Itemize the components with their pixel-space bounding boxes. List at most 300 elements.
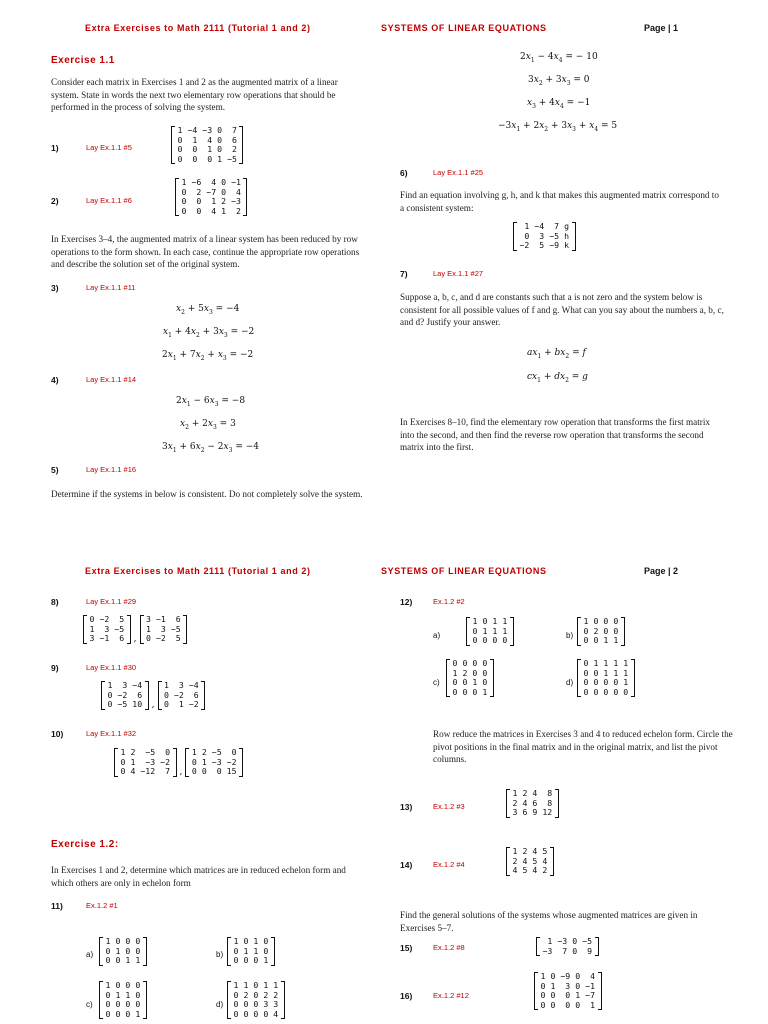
matrix-entry: 0: [231, 747, 237, 757]
matrix-table: [538, 972, 598, 1010]
matrix-brackets: [506, 789, 559, 818]
matrix-entry: 0: [192, 153, 198, 164]
problem-number: 10): [51, 729, 64, 739]
matrix-entry: 6: [175, 614, 181, 624]
matrix-entry: 2: [522, 788, 528, 798]
matrix-entry: −1: [585, 980, 596, 991]
matrix: [99, 937, 147, 971]
matrix-entry: −1: [231, 177, 241, 187]
equation: $x_2 + 5x_3 = -4$: [176, 304, 240, 316]
matrix-table: [189, 748, 239, 777]
matrix-entry: 0: [575, 999, 581, 1010]
problem-ref: Lay Ex.1.1 #6: [86, 196, 132, 205]
matrix-entry: 0: [115, 955, 121, 965]
matrix-entry: 0: [135, 999, 141, 1009]
matrix-entry: 1: [575, 990, 581, 1000]
matrix-entry: 0: [253, 1008, 259, 1019]
matrix-entry: 0: [196, 196, 202, 206]
problem-number: 12): [400, 597, 413, 607]
matrix-table: [581, 617, 621, 646]
matrix-entry: 4: [211, 205, 217, 216]
matrix-entry: 12: [542, 807, 553, 817]
matrix-entry: 4: [273, 1008, 279, 1019]
problem-number: 13): [400, 802, 413, 812]
equation: $x_1 + 4x_2 + 3x_3 = -2$: [163, 327, 255, 339]
matrix-entry: g: [564, 221, 570, 231]
matrix-entry: 3: [89, 633, 95, 643]
matrix-table: [105, 681, 145, 710]
matrix-entry: 3: [512, 807, 518, 817]
matrix-brackets: [185, 748, 243, 777]
matrix-entry: 2: [221, 196, 227, 206]
matrix-entry: 6: [522, 807, 528, 817]
exercise-intro: Consider each matrix in Exercises 1 and 2 as the augmented matrix of a linear system. State in words the next two elementary row operations that should be performed in the process of solving the system.: [51, 77, 338, 112]
matrix-entry: 5: [119, 614, 125, 624]
matrix: [466, 617, 514, 651]
matrix-entry: 3: [104, 623, 110, 634]
problem-ref: Ex.1.2 #8: [433, 943, 465, 952]
matrix-entry: 0: [243, 1008, 249, 1019]
matrix-entry: 0: [196, 205, 202, 216]
matrix-brackets: [534, 972, 602, 1010]
header-topic: SYSTEMS OF LINEAR EQUATIONS: [381, 23, 547, 33]
matrix-entry: 1: [623, 677, 629, 687]
problem-number: 15): [400, 943, 413, 953]
matrix-entry: 1: [233, 936, 239, 946]
matrix-entry: 3: [160, 623, 166, 634]
matrix-entry: 1: [253, 936, 259, 946]
exercise-instructions: Row reduce the matrices in Exercises 3 and 4 to reduced echelon form. Circle the pivot positions in the final matrix and in the original matrix, and list the pivot columns.: [433, 729, 733, 764]
matrix-entry: 0: [253, 955, 259, 965]
matrix-entry: 0: [593, 635, 599, 645]
problem-ref: Ex.1.2 #4: [433, 860, 465, 869]
matrix-entry: 1: [243, 980, 249, 990]
matrix: [446, 659, 494, 702]
matrix-entry: 0: [540, 999, 546, 1010]
matrix-entry: −3: [202, 125, 213, 135]
matrix-table: [103, 981, 143, 1019]
matrix-entry: 1: [512, 788, 518, 798]
problem-ref: Ex.1.2 #3: [433, 802, 465, 811]
matrix-entry: −5: [227, 153, 237, 164]
matrix-brackets: [175, 178, 247, 216]
header-title: Extra Exercises to Math 2111 (Tutorial 1 and 2): [85, 566, 311, 576]
matrix-entry: 2: [462, 667, 468, 678]
matrix-entry: 0: [181, 196, 187, 206]
matrix-entry: 0: [201, 766, 207, 776]
problem-number: 5): [51, 465, 59, 475]
matrix-entry: −12: [140, 766, 156, 776]
matrix-entry: 2: [201, 747, 207, 757]
matrix-entry: 6: [193, 689, 199, 700]
matrix-entry: 4: [542, 855, 548, 866]
matrix-entry: 0: [263, 945, 269, 956]
problem-number: 1): [51, 143, 59, 153]
matrix-entry: 0: [482, 635, 488, 645]
matrix-entry: 0: [125, 1008, 131, 1019]
matrix-entry: 1: [590, 999, 596, 1010]
matrix-entry: 5: [539, 240, 545, 250]
matrix-table: [581, 659, 631, 697]
matrix-entry: 0: [583, 686, 589, 697]
matrix-entry: 0: [472, 658, 478, 668]
matrix-entry: 2: [512, 855, 518, 866]
matrix-entry: 1: [613, 667, 619, 678]
matrix-entry: −4: [188, 680, 199, 690]
matrix-entry: 3: [263, 999, 269, 1009]
matrix-entry: 0: [550, 971, 556, 981]
matrix-entry: −1: [99, 633, 110, 643]
matrix-entry: 1: [120, 747, 126, 757]
matrix-entry: 0: [221, 177, 227, 187]
matrix-entry: 0: [253, 980, 259, 990]
matrix-entry: 0: [177, 153, 183, 164]
matrix-entry: 1: [603, 658, 609, 668]
problem-ref: Lay Ex.1.1 #5: [86, 143, 132, 152]
matrix-table: [162, 681, 202, 710]
equation: $cx_1 + dx_2 = g$: [527, 372, 588, 384]
matrix-entry: 0: [613, 625, 619, 636]
matrix-entry: −5: [549, 230, 560, 241]
matrix-entry: 1: [105, 980, 111, 990]
matrix-entry: 7: [165, 766, 171, 776]
equation: $2x_1 - 4x_4$ = − 10: [520, 52, 598, 64]
matrix-entry: 0: [540, 980, 546, 991]
header-topic: SYSTEMS OF LINEAR EQUATIONS: [381, 566, 547, 576]
matrix-entry: 0: [550, 990, 556, 1000]
matrix-entry: 3: [146, 614, 151, 624]
matrix-entry: 1: [482, 686, 488, 697]
matrix-entry: 0: [135, 945, 141, 956]
matrix-entry: 1: [583, 616, 589, 626]
problem-number: 3): [51, 283, 59, 293]
matrix-entry: 1: [191, 747, 197, 757]
matrix-entry: 1: [603, 667, 609, 678]
matrix-entry: 0: [177, 144, 183, 154]
problem-number: 7): [400, 269, 408, 279]
matrix-entry: 0: [120, 766, 126, 776]
matrix-entry: 6: [137, 689, 143, 700]
matrix-table: [179, 178, 243, 216]
matrix-entry: −5: [145, 747, 156, 757]
matrix-entry: 1: [263, 980, 269, 990]
matrix-entry: 0: [572, 945, 578, 956]
item-label: b): [566, 631, 574, 640]
matrix-entry: 2: [243, 989, 249, 1000]
matrix-table: [231, 937, 271, 966]
problem-ref: Ex.1.2 #12: [433, 991, 469, 1000]
matrix-entry: −5: [170, 623, 181, 634]
matrix-table: [103, 937, 143, 966]
matrix-brackets: [101, 681, 149, 710]
matrix-brackets: [83, 615, 131, 644]
matrix-entry: 0: [263, 1008, 269, 1019]
problem-ref: Lay Ex.1.1 #27: [433, 269, 484, 278]
matrix-brackets: [506, 847, 554, 876]
matrix-entry: 2: [236, 205, 241, 216]
matrix-entry: 2: [273, 989, 279, 1000]
matrix-table: [144, 615, 184, 644]
matrix-entry: −4: [534, 221, 545, 231]
matrix-table: [517, 222, 572, 251]
matrix-entry: 0: [125, 936, 131, 946]
page-number: Page | 1: [644, 23, 679, 33]
matrix-entry: 0: [472, 625, 478, 636]
matrix-entry: 6: [119, 633, 125, 643]
matrix-entry: 4: [522, 797, 528, 808]
matrix: [171, 126, 243, 169]
matrix-entry: 0: [105, 945, 111, 956]
matrix-entry: 0: [233, 1008, 239, 1019]
matrix-entry: 3: [178, 680, 184, 690]
problem-ref: Lay Ex.1.1 #29: [86, 597, 137, 606]
matrix-table: [87, 615, 127, 644]
matrix-entry: 0: [565, 990, 571, 1000]
matrix-entry: 0: [583, 677, 589, 687]
matrix-entry: 1: [550, 980, 556, 991]
equation: $3x_1 + 6x_2 - 2x_3 = -4$: [162, 442, 259, 454]
matrix-entry: 9: [532, 807, 538, 817]
matrix-entry: 0: [482, 677, 488, 687]
matrix-entry: −2: [117, 689, 128, 700]
matrix-entry: 7: [554, 221, 560, 231]
matrix-entry: 1: [146, 623, 151, 634]
matrix-entry: 0: [221, 186, 227, 197]
matrix: [577, 659, 635, 702]
problem-ref: Ex.1.2 #2: [433, 597, 465, 606]
exercise-title: Exercise 1.1: [51, 55, 115, 66]
matrix-entry: 2: [512, 797, 518, 808]
matrix-table: [510, 847, 550, 876]
matrix-entry: 1: [547, 936, 553, 946]
matrix-table: [540, 937, 595, 956]
matrix-entry: 0: [115, 999, 121, 1009]
matrix-entry: 1: [135, 1008, 141, 1019]
matrix-entry: 4: [532, 865, 538, 875]
matrix-entry: 0: [575, 971, 581, 981]
matrix-entry: 0: [89, 614, 95, 624]
matrix-entry: 0: [593, 677, 599, 687]
problem-ref: Lay Ex.1.1 #16: [86, 465, 137, 474]
matrix-entry: 0: [135, 936, 141, 946]
matrix-entry: k: [564, 240, 570, 250]
matrix-entry: 0: [217, 134, 223, 145]
matrix-entry: −6: [191, 177, 202, 187]
matrix: [506, 847, 554, 881]
matrix-brackets: [140, 615, 188, 644]
problem-number: 4): [51, 375, 59, 385]
matrix-entry: 2: [542, 865, 548, 875]
matrix-entry: 0: [164, 689, 169, 700]
matrix-pair: 1 2 −5 0 0 1 −3 −2 0 4 −12 7 , 1 2 −5 0 0 1 −3 −2 0 0 0 15: [114, 748, 243, 777]
matrix-entry: 1: [125, 989, 131, 1000]
matrix-entry: 5: [522, 865, 528, 875]
matrix-entry: 7: [232, 125, 237, 135]
matrix-entry: 0: [593, 686, 599, 697]
matrix-entry: 1: [253, 945, 259, 956]
matrix-entry: 0: [125, 999, 131, 1009]
matrix: [175, 178, 247, 221]
matrix-entry: h: [564, 230, 570, 241]
matrix-entry: 0: [105, 955, 111, 965]
matrix-entry: 1: [115, 945, 121, 956]
matrix-entry: 1: [211, 196, 217, 206]
matrix-entry: 0: [472, 635, 478, 645]
matrix-entry: 0: [482, 616, 488, 626]
matrix-entry: 4: [512, 865, 518, 875]
matrix-entry: 1: [164, 680, 169, 690]
matrix-entry: 0: [482, 667, 488, 678]
matrix-brackets: [577, 617, 625, 646]
matrix-entry: 0: [575, 980, 581, 991]
matrix-entry: 4: [207, 134, 213, 145]
matrix-entry: 0: [524, 230, 530, 241]
matrix-entry: −5: [582, 936, 593, 946]
matrix-entry: 6: [532, 797, 538, 808]
matrix-entry: 1: [105, 936, 111, 946]
matrix-entry: 0: [462, 658, 468, 668]
matrix-entry: −5: [117, 699, 128, 709]
equation: $x_3 + 4x_4 = -1$: [527, 98, 591, 110]
matrix-entry: 1: [125, 955, 131, 965]
matrix-entry: 4: [211, 177, 217, 187]
item-label: c): [86, 1000, 93, 1009]
matrix-pair: 0 −2 5 1 3 −5 3 −1 6 , 3 −1 6 1 3 −5 0 −2 5: [83, 615, 187, 644]
matrix-pair: 1 3 −4 0 −2 6 0 −5 10 , 1 3 −4 0 −2 6 0 1 −2: [101, 681, 205, 710]
matrix-entry: 0: [593, 616, 599, 626]
equation: $-3x_1 + 2x_2 + 3x_3 + x_4 = 5$: [498, 121, 618, 133]
equation: $2x_1 - 6x_3 = -8$: [176, 396, 246, 408]
problem-text: Find an equation involving g, h, and k that makes this augmented matrix correspond to a consistent system:: [400, 190, 719, 213]
matrix-entry: −3: [211, 756, 222, 767]
matrix-entry: −5: [211, 747, 222, 757]
matrix-entry: 4: [590, 971, 596, 981]
equation: $3x_2 + 3x_3 = 0$: [528, 75, 590, 87]
matrix-entry: 1: [613, 658, 619, 668]
matrix-entry: 1: [217, 153, 223, 164]
problem-ref: Lay Ex.1.1 #30: [86, 663, 137, 672]
matrix-entry: −9: [549, 240, 560, 250]
matrix-table: [470, 617, 510, 646]
matrix-brackets: [446, 659, 494, 697]
matrix-entry: 8: [547, 797, 553, 808]
matrix-entry: 0: [243, 999, 249, 1009]
matrix-entry: 0: [502, 635, 508, 645]
matrix-entry: 1: [524, 221, 530, 231]
matrix-entry: −5: [114, 623, 125, 634]
matrix-entry: 1: [181, 177, 187, 187]
matrix-entry: 9: [587, 945, 593, 956]
equation: $2x_1 + 7x_2 + x_3 = -2$: [162, 350, 254, 362]
matrix-entry: 0: [462, 677, 468, 687]
matrix-entry: 1: [593, 658, 599, 668]
matrix: [536, 937, 599, 961]
matrix-entry: 1: [221, 205, 227, 216]
matrix-brackets: [99, 981, 147, 1019]
matrix: [227, 981, 285, 1024]
matrix-entry: 0: [243, 936, 249, 946]
matrix-entry: −7: [206, 186, 217, 197]
matrix-entry: 0: [135, 989, 141, 1000]
matrix-entry: 0: [565, 999, 571, 1010]
matrix-entry: 1: [502, 616, 508, 626]
matrix-entry: 15: [226, 766, 237, 776]
matrix-entry: 0: [613, 616, 619, 626]
matrix-entry: 0: [613, 677, 619, 687]
matrix-entry: 3: [122, 680, 128, 690]
matrix-table: [510, 789, 555, 818]
matrix-entry: 0: [233, 999, 239, 1009]
matrix-entry: 0: [603, 625, 609, 636]
problem-number: 14): [400, 860, 413, 870]
matrix-entry: 1: [89, 623, 95, 634]
matrix-entry: −3: [231, 196, 241, 206]
item-label: a): [86, 950, 94, 959]
matrix-entry: 0: [135, 980, 141, 990]
item-label: b): [216, 950, 224, 959]
matrix-brackets: [114, 748, 177, 777]
matrix-entry: 0: [452, 686, 458, 697]
matrix-entry: 0: [472, 667, 478, 678]
problem-number: 9): [51, 663, 59, 673]
matrix-entry: 3: [539, 230, 545, 241]
equation: $x_2 + 2x_3 = 3$: [180, 419, 236, 431]
matrix-entry: −2: [519, 240, 530, 250]
matrix-entry: 0: [125, 980, 131, 990]
matrix-entry: 0: [120, 756, 126, 767]
matrix-entry: 1: [130, 756, 136, 767]
matrix-brackets: [171, 126, 243, 164]
matrix-entry: 5: [542, 846, 548, 856]
matrix-entry: 1: [201, 756, 207, 767]
matrix: [577, 617, 625, 651]
page-number: Page | 2: [644, 566, 679, 576]
matrix-entry: 1: [613, 635, 619, 645]
matrix-entry: 2: [130, 747, 136, 757]
matrix-entry: 0: [164, 699, 169, 709]
equation: $ax_1 + bx_2 = f$: [527, 348, 586, 360]
matrix-entry: 0: [115, 1008, 121, 1019]
matrix-entry: −2: [188, 699, 199, 709]
matrix-entry: 0: [583, 667, 589, 678]
matrix-entry: 1: [502, 625, 508, 636]
matrix-entry: 6: [232, 134, 237, 145]
matrix-entry: 0: [540, 990, 546, 1000]
matrix-entry: 0: [452, 677, 458, 687]
header-title: Extra Exercises to Math 2111 (Tutorial 1 and 2): [85, 23, 311, 33]
matrix-entry: 0: [452, 658, 458, 668]
matrix-entry: 0: [115, 936, 121, 946]
matrix-entry: −4: [132, 680, 143, 690]
matrix-entry: 4: [522, 855, 528, 866]
matrix-entry: 0: [583, 635, 589, 645]
matrix-entry: 0: [165, 747, 171, 757]
matrix-entry: 0: [115, 980, 121, 990]
matrix-entry: 0: [572, 936, 578, 946]
matrix-entry: 8: [547, 788, 553, 798]
matrix-entry: 4: [236, 186, 241, 197]
matrix-entry: 0: [105, 999, 111, 1009]
matrix-entry: 0: [107, 699, 113, 709]
matrix-entry: 0: [253, 989, 259, 1000]
matrix-entry: 1: [492, 616, 498, 626]
matrix-entry: 2: [593, 625, 599, 636]
matrix-table: [450, 659, 490, 697]
matrix-entry: 1: [178, 699, 184, 709]
item-label: a): [433, 631, 441, 640]
matrix-entry: −4: [187, 125, 198, 135]
matrix-entry: 0: [583, 625, 589, 636]
